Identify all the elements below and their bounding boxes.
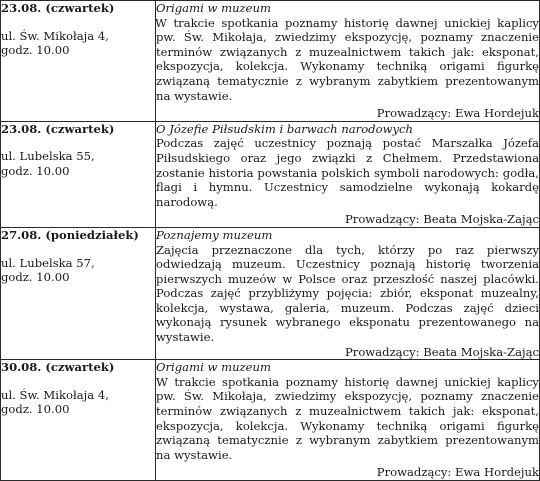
event-description: Zajęcia przeznaczone dla tych, którzy po raz pierwszy odwiedzają muzeum. Uczestnicy poznają historię tworzenia pierwszych muzeów w Polsce oraz przeszłość naszej placówki. Podczas zajęć przybliżymy pojęcia: zbiór, eksponat muzealny, kolekcja, wystawa, galeria, muzeum. Podczas zajęć dzieci wykonają rysunek wybranego eksponatu prezentowanego na wystawie. [156,242,539,345]
event-description: Podczas zajęć uczestnicy poznają postać Marszałka Józefa Piłsudskiego oraz jego związki z Chełmem. Przedstawiona zostanie historia powstania polskich symboli narodowych: godła, flagi i hymnu. Uczestnicy samodzielne wykonają kokardę narodową. [156,136,539,209]
event-date: 30.08. (czwartek) [1,360,115,375]
event-description-cell [156,227,540,359]
event-description-cell [156,121,540,227]
event-time: godz. 10.00 [1,402,70,417]
event-address: ul. Św. Mikołaja 4, [1,28,109,43]
event-title: Origami w muzeum [156,360,271,375]
event-time: godz. 10.00 [1,163,70,178]
event-address: ul. Lubelska 55, [1,149,95,164]
schedule-row [1,227,540,359]
event-address: ul. Lubelska 57, [1,255,95,270]
schedule-row [1,1,540,122]
event-details-cell [1,121,156,227]
schedule-row [1,360,540,481]
event-title: Origami w muzeum [156,1,271,15]
event-leader: Prowadzący: Beata Mojska-Zając [344,344,539,359]
event-description-cell [156,360,540,481]
event-details-cell [1,227,156,359]
event-leader: Prowadzący: Ewa Hordejuk [376,106,539,121]
event-address: ul. Św. Mikołaja 4, [1,387,109,402]
event-description: W trakcie spotkania poznamy historię dawnej unickiej kaplicy pw. Św. Mikołaja, zwiedzimy ekspozycję, poznamy znaczenie terminów związanych z muzealnictwem takich jak: eksponat, ekspozycja, kolekcja. Wykonamy techniką origami figurkę związaną tematycznie z wybranym zabytkiem prezentowanym na wystawie. [156,374,539,462]
event-time: godz. 10.00 [1,43,70,58]
schedule-row [1,121,540,227]
event-description-cell [156,1,540,122]
event-leader: Prowadzący: Ewa Hordejuk [376,465,539,480]
event-description: W trakcie spotkania poznamy historię dawnej unickiej kaplicy pw. Św. Mikołaja, zwiedzimy ekspozycję, poznamy znaczenie terminów związanych z muzealnictwem takich jak: eksponat, ekspozycja, kolekcja. Wykonamy techniką origami figurkę związaną tematycznie z wybranym zabytkiem prezentowanym na wystawie. [155,15,539,103]
event-date: 23.08. (czwartek) [1,121,115,136]
event-title: Poznajemy muzeum [156,227,273,242]
event-details-cell [1,360,156,481]
event-leader: Prowadzący: Beata Mojska-Zając [344,212,539,227]
event-date: 27.08. (poniedziałek) [1,227,139,242]
event-details-cell [1,1,156,122]
event-date: 23.08. (czwartek) [1,1,115,15]
event-time: godz. 10.00 [1,270,70,285]
event-title: O Józefie Piłsudskim i barwach narodowych [156,121,414,136]
